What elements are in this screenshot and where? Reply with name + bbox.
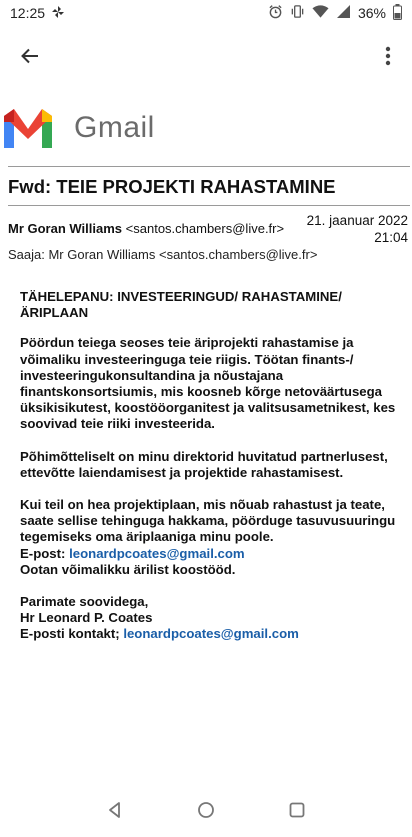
alarm-icon: [268, 4, 283, 22]
signal-icon: [336, 4, 351, 22]
arrow-back-icon[interactable]: [16, 42, 44, 70]
vibrate-icon: [290, 4, 305, 22]
sender-row: [8, 212, 408, 252]
home-circle-icon[interactable]: [197, 801, 215, 824]
battery-icon: [393, 4, 402, 23]
email-date: 21. jaanuar 2022: [306, 213, 408, 228]
status-right: [268, 4, 402, 23]
back-triangle-icon[interactable]: [106, 801, 124, 824]
email-label: E-post:: [20, 545, 66, 561]
signature-name: Hr Leonard P. Coates: [20, 610, 153, 626]
status-time: 12:25: [10, 5, 46, 21]
signature-block: [20, 594, 398, 643]
sender-email: <santos.chambers@live.fr>: [125, 221, 285, 236]
email-datetime: [307, 212, 408, 246]
body-paragraph-3: [20, 497, 398, 578]
pinwheel-icon: [51, 5, 65, 22]
body-heading: TÄHELEPANU: INVESTEERINGUD/ RAHASTAMINE/ÄRIPLAAN: [20, 289, 342, 321]
gmail-logo: [0, 100, 412, 156]
gmail-m-icon: [4, 108, 52, 148]
wifi-icon: [312, 4, 329, 22]
sender-name: Mr Goran Williams: [8, 221, 123, 236]
email-subject: Fwd: TEIE PROJEKTI RAHASTAMINE: [8, 176, 336, 197]
status-bar: [0, 0, 412, 26]
status-left: [10, 5, 65, 22]
divider-subject: [8, 205, 410, 206]
recipient-row: Saaja: Mr Goran Williams <santos.chambers@live.fr>: [8, 247, 318, 262]
body-paragraph-1: Pöördun teiega seoses teie äriprojekti rahastamise ja võimaliku investeeringuga teie riigis. Töötan finants-/ investeeringukonsultandina ja nõustajana finantskonsortsiumis, mis koosneb kõrge netoväärtusega üksikisikutest, koostööorganitest ja valitsusametnikest, kes soovivad teie riiki investeerida.: [20, 335, 396, 432]
contact-label: E-posti kontakt;: [20, 626, 120, 642]
body-paragraph-2: Põhimõtteliselt on minu direktorid huvitatud partnerlusest, ettevõtte laiendamisest ja projektide rahastamisest.: [20, 448, 388, 480]
email-body: [20, 289, 398, 659]
recents-square-icon[interactable]: [288, 801, 306, 824]
gmail-wordmark: Gmail: [74, 111, 155, 144]
more-vert-icon[interactable]: [374, 42, 402, 70]
body-paragraph-3-text: Kui teil on hea projektiplaan, mis nõuab rahastust ja teate, saate sellise tehinguga hakkama, pöörduge tasuvusuuringu tegemiseks oma äriplaaniga minu poole.: [20, 497, 396, 545]
email-link[interactable]: leonardpcoates@gmail.com: [69, 545, 245, 561]
divider-top: [8, 166, 410, 167]
app-bar: [0, 34, 412, 78]
sender[interactable]: [8, 221, 284, 236]
email-time: 21:04: [374, 230, 408, 245]
contact-link[interactable]: leonardpcoates@gmail.com: [123, 626, 299, 642]
battery-level: 36%: [357, 5, 386, 21]
system-nav-bar: [0, 788, 412, 837]
sign-off: Parimate soovidega,: [20, 594, 149, 610]
closing-line: Ootan võimalikku ärilist koostööd.: [20, 561, 236, 577]
